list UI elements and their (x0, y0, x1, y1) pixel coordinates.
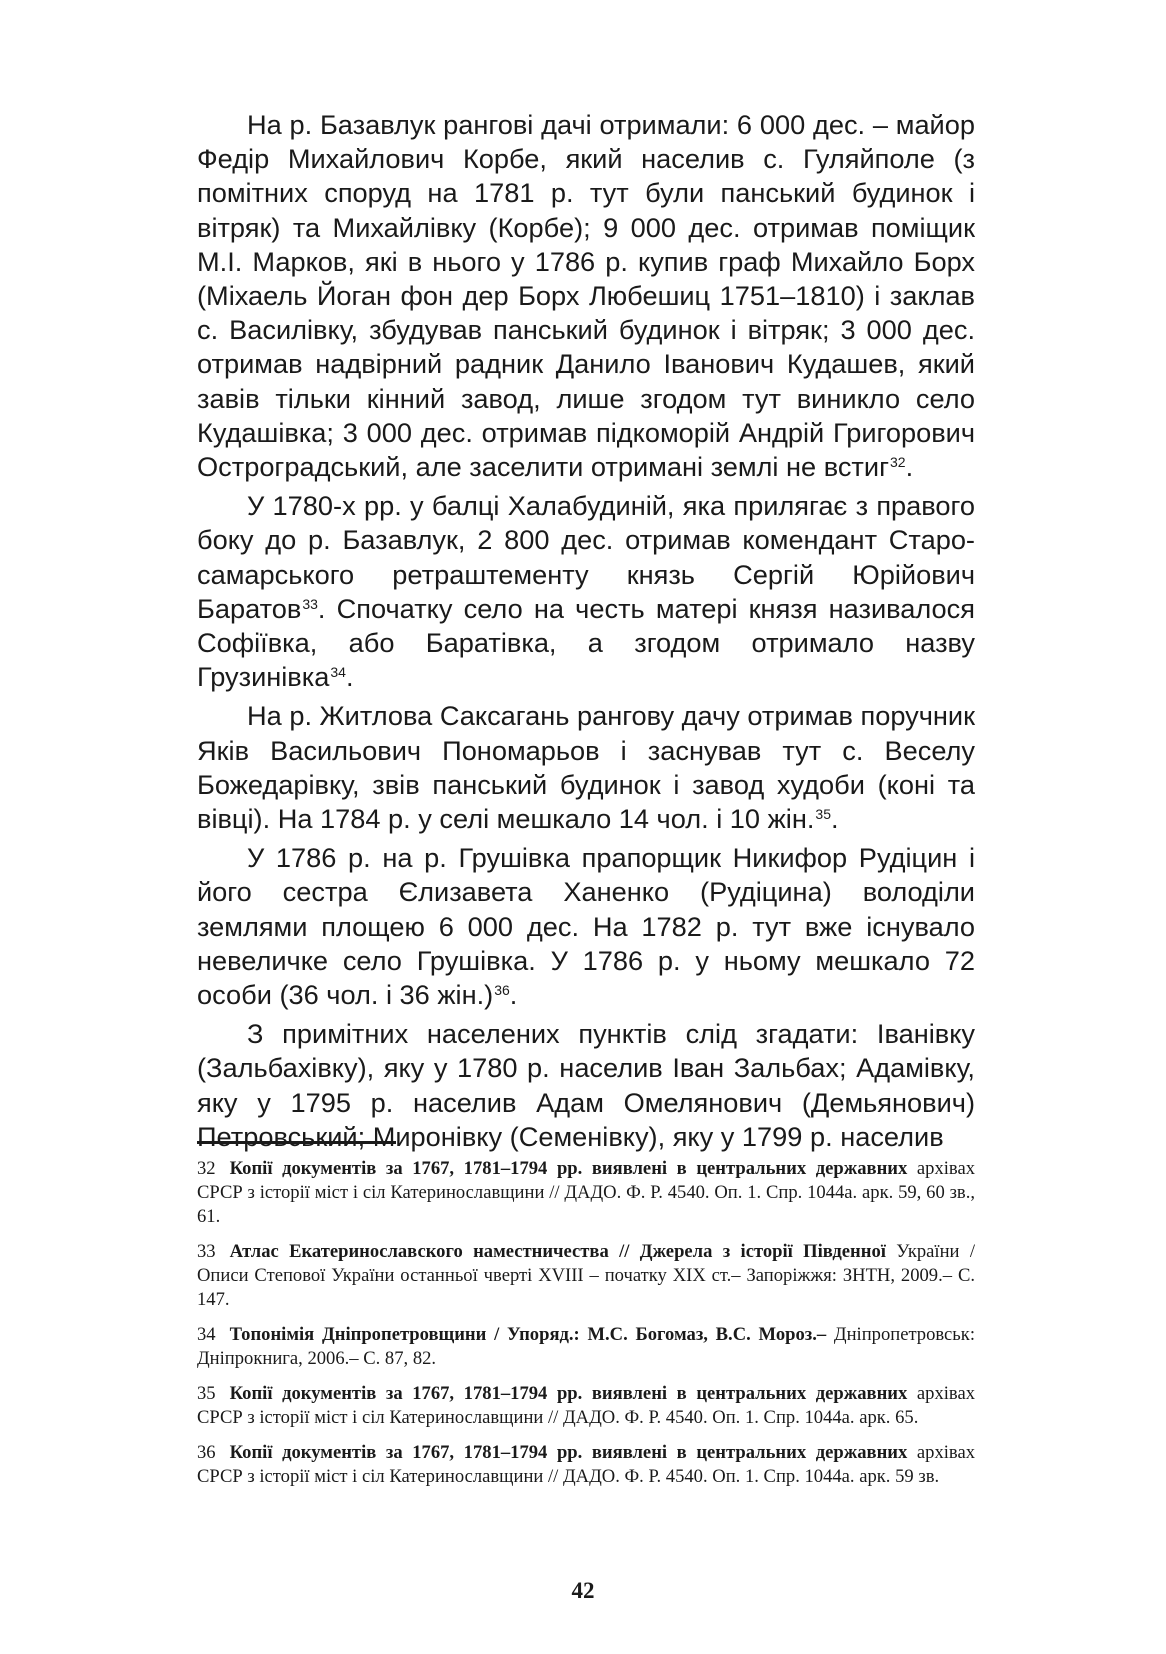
footnote-ref: 36 (494, 982, 510, 999)
footnote-number: 36 (197, 1442, 216, 1463)
paragraph-text: . Спочатку село на честь матері князя називалося Софіївка, або Баратівка, а згодом отримало назву Грузинівка (197, 592, 975, 693)
footnote-source-title: Копії документів за 1767, 1781–1794 рр. виявлені в центральних державних (229, 1442, 908, 1463)
paragraph-tail: . (345, 661, 354, 693)
paragraph-3 (197, 699, 975, 836)
footnote (197, 1157, 975, 1229)
footnote-details: архівах СРСР з історії міст і сіл Катеринославщини // ДАДО. Ф. Р. 4540. Оп. 1. Спр. 1044а. арк. 59 зв. (197, 1442, 975, 1487)
footnote-number: 35 (197, 1383, 216, 1404)
footnote-ref: 35 (815, 806, 831, 823)
footnote-source-title: Топонімія Дніпропетровщини / Упоряд.: М.С. Богомаз, В.С. Мороз.– (229, 1324, 827, 1345)
paragraph-5 (197, 1017, 975, 1154)
main-text (197, 108, 975, 1159)
footnote-ref: 34 (330, 664, 346, 681)
paragraph-text: У 1780-х рр. у балці Халабудиній, яка прилягає з правого боку до р. Базавлук, 2 800 дес. отримав комендант Старо-самарського ретраштементу князь Сергій Юрійович Баратов (197, 490, 975, 624)
paragraph-text: З примітних населених пунктів слід згадати: Іванівку (Зальбахівку), яку у 1780 р. населив Іван Зальбах; Адамівку, яку у 1795 р. населив Адам Омелянович (Демьянович) Петровський; Миронівку (Семенівку), яку у 1799 р. населив (197, 1018, 975, 1152)
footnote-ref: 33 (302, 595, 318, 612)
paragraph-2 (197, 489, 975, 694)
footnote-number: 32 (197, 1158, 216, 1179)
paragraph-4 (197, 841, 975, 1012)
footnote (197, 1441, 975, 1489)
footnote-source-title: Копії документів за 1767, 1781–1794 рр. виявлені в центральних державних (229, 1383, 908, 1404)
paragraph-text: На р. Житлова Саксагань рангову дачу отримав поручник Яків Васильович Пономарьов і заснував тут с. Веселу Божедарівку, звів панський будинок і завод худоби (коні та вівці). На 1784 р. у селі мешкало 14 чол. і 10 жін. (197, 700, 975, 835)
paragraph-tail: . (509, 979, 518, 1011)
footnote-details: архівах СРСР з історії міст і сіл Катеринославщини // ДАДО. Ф. Р. 4540. Оп. 1. Спр. 1044а. арк. 59, 60 зв., 61. (197, 1158, 975, 1227)
footnote-number: 34 (197, 1324, 216, 1345)
footnote (197, 1240, 975, 1312)
paragraph-tail: . (830, 803, 839, 835)
paragraph-text: На р. Базавлук рангові дачі отримали: 6 000 дес. – майор Федір Михайлович Корбе, який населив с. Гуляйполе (з помітних споруд на 1781 р. тут були панський будинок і вітряк) та Михайлівку (Корбе); 9 000 дес. отримав поміщик М.І. Марков, які в нього у 1786 р. купив граф Михайло Борх (Міхаель Йоган фон дер Борх Любешиц 1751–1810) і заклав с. Василівку, збудував панський будинок і вітряк; 3 000 дес. отримав надвірний радник Данило Іванович Кудашев, який завів тільки кінний завод, лише згодом тут виникло село Кудашівка; 3 000 дес. отримав підкоморій Андрій Григорович Остроградський, але заселити отримані землі не встиг (197, 109, 975, 483)
footnote (197, 1382, 975, 1430)
footnote-details: Дніпропетровськ: Дніпрокнига, 2006.– С. 87, 82. (197, 1324, 975, 1369)
footnote-source-title: Копії документів за 1767, 1781–1794 рр. виявлені в центральних державних (229, 1158, 908, 1179)
footnote-details: архівах СРСР з історії міст і сіл Катеринославщини // ДАДО. Ф. Р. 4540. Оп. 1. Спр. 1044а. арк. 65. (197, 1383, 975, 1428)
paragraph-1 (197, 108, 975, 484)
page-number: 42 (571, 1578, 595, 1603)
footnote-ref: 32 (890, 454, 906, 471)
footnote-details: України / Описи Степової України останньої чверті XVIII – початку XIX ст.– Запоріжжя: ЗНТН, 2009.– С. 147. (197, 1241, 975, 1310)
footnote (197, 1323, 975, 1371)
footnote-number: 33 (197, 1241, 216, 1262)
paragraph-text: У 1786 р. на р. Грушівка прапорщик Никифор Рудіцин і його сестра Єлизавета Ханенко (Рудіцина) володіли землями площею 6 000 дес. На 1782 р. тут вже існувало невеличке село Грушівка. У 1786 р. у ньому мешкало 72 особи (36 чол. і 36 жін.) (197, 842, 975, 1011)
paragraph-tail: . (905, 451, 914, 483)
footnotes (197, 1157, 975, 1500)
footnote-separator (197, 1141, 396, 1144)
footnote-source-title: Атлас Екатеринославского наместничества // Джерела з історії Південної (229, 1241, 886, 1262)
